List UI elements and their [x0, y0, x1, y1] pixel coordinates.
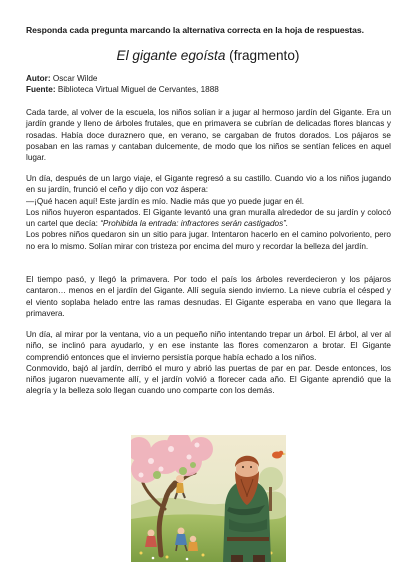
giant-garden-illustration — [131, 435, 286, 562]
paragraph-2 — [26, 173, 391, 252]
paragraph-text: Un día, al mirar por la ventana, vio a un pequeño niño intentando trepar un árbol. El árbol, al ver al niño, se inclinó para ayudarlo, y en ese instante las flores comenzaron a brotar. El Gigante comprendió entonces que el invierno persistía porque había echado a los niños. — [26, 330, 391, 362]
source-label: Fuente: — [26, 85, 56, 94]
giant-garden-icon — [131, 435, 286, 562]
title-suffix: (fragmento) — [225, 48, 300, 63]
author-line — [26, 73, 391, 84]
paragraph-3 — [26, 274, 391, 319]
paragraph-text: Los pobres niños quedaron sin un sitio para jugar. Intentaron hacerlo en el camino polvoriento, pero no era lo mismo. Solían mirar con tristeza por encima del muro y recordar la belleza del jardín. — [26, 230, 391, 251]
paragraph-4 — [26, 329, 391, 397]
author-name: Oscar Wilde — [50, 74, 98, 83]
author-label: Autor: — [26, 74, 51, 83]
story-title — [0, 48, 416, 64]
paragraph-text — [26, 207, 391, 230]
paragraph-text-part: Los niños huyeron espantados. El Gigante levantó una gran muralla alrededor de su jardín y colocó un cartel que decía: — [26, 207, 391, 229]
paragraph-text: Cada tarde, al volver de la escuela, los niños solían ir a jugar al hermoso jardín del Gigante. Era un jardín grande y lleno de árboles frutales, que en primavera se cubrían de delicadas flores blancas y rosadas. Había doce duraznero que, en verano, se cargaban de frutos dorados. Los pájaros se posaban en las ramas y cantaban dulcemente, de modo que los niños se sentían felices en aquel lugar. — [26, 108, 391, 163]
paragraph-text: El tiempo pasó, y llegó la primavera. Por todo el país los árboles reverdecieron y los pájaros cantaron… menos en el jardín del Gigante. Allí seguía siendo invierno. La nieve cubría el césped y el viento soplaba helado entre las ramas desnudas. El Gigante esperaba en vano que llegara la primavera. — [26, 275, 391, 318]
source-name: Biblioteca Virtual Miguel de Cervantes, 1888 — [55, 85, 219, 94]
giant-dialogue: —¡Qué hacen aquí! Este jardín es mío. Nadie más que yo puede jugar en él. — [26, 196, 305, 206]
paragraph-text: Un día, después de un largo viaje, el Gigante regresó a su castillo. Cuando vio a los niños jugando en su jardín, frunció el ceño y dijo con voz áspera: — [26, 174, 391, 195]
instruction-text: Responda cada pregunta marcando la alternativa correcta en la hoja de respuestas. — [26, 25, 364, 35]
paragraph-text: Conmovido, bajó al jardín, derribó el muro y abrió las puertas de par en par. Desde entonces, los niños jugaron nuevamente allí, y el jardín volvió a florecer cada año. El Gigante aprendió que la alegría y la belleza solo llegan cuando uno comparte con los demás. — [26, 363, 391, 396]
source-line — [26, 84, 391, 95]
title-italic: El gigante egoísta — [116, 48, 226, 63]
paragraph-1 — [26, 107, 391, 163]
story-meta — [26, 73, 391, 95]
sign-text: “Prohibida la entrada: infractores serán castigados”. — [100, 219, 289, 229]
